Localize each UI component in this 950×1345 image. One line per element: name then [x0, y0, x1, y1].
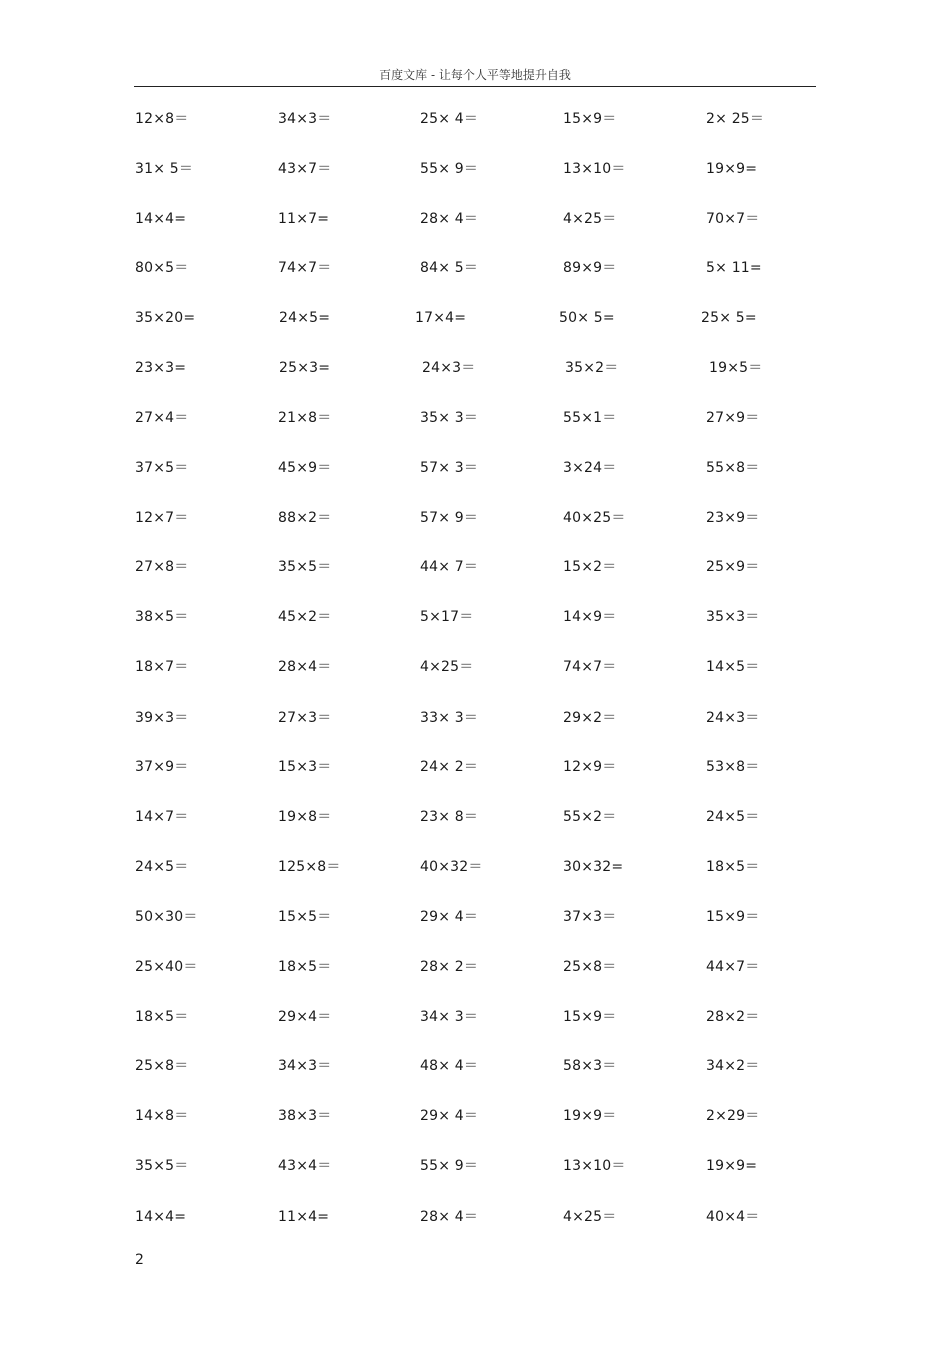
problem-r10-c4: 15×2＝ [563, 559, 617, 575]
problem-r17-c5: 15×9＝ [706, 909, 760, 925]
problem-r19-c5: 28×2＝ [706, 1009, 760, 1025]
problem-r6-c4: 35×2＝ [565, 360, 619, 376]
problem-r19-c4: 15×9＝ [563, 1009, 617, 1025]
problem-r1-c5: 2× 25＝ [706, 111, 765, 127]
problem-r12-c4: 74×7＝ [563, 659, 617, 675]
problem-r15-c4: 55×2＝ [563, 809, 617, 825]
problem-r13-c3: 33× 3＝ [420, 710, 479, 726]
problem-r2-c3: 55× 9＝ [420, 161, 479, 177]
problem-r8-c2: 45×9＝ [278, 460, 332, 476]
problem-r6-c5: 19×5＝ [709, 360, 763, 376]
problem-r17-c1: 50×30＝ [135, 909, 198, 925]
problem-r20-c4: 58×3＝ [563, 1058, 617, 1074]
problem-r14-c5: 53×8＝ [706, 759, 760, 775]
problem-r1-c2: 34×3＝ [278, 111, 332, 127]
problem-r18-c2: 18×5＝ [278, 959, 332, 975]
problem-r22-c2: 43×4＝ [278, 1158, 332, 1174]
problem-r7-c4: 55×1＝ [563, 410, 617, 426]
problem-r20-c2: 34×3＝ [278, 1058, 332, 1074]
problem-r1-c3: 25× 4＝ [420, 111, 479, 127]
problem-r8-c3: 57× 3＝ [420, 460, 479, 476]
problem-r22-c3: 55× 9＝ [420, 1158, 479, 1174]
problem-r7-c3: 35× 3＝ [420, 410, 479, 426]
problem-r14-c3: 24× 2＝ [420, 759, 479, 775]
problem-r5-c4: 50× 5= [559, 310, 615, 326]
problem-r11-c3: 5×17＝ [420, 609, 474, 625]
problem-r12-c3: 4×25＝ [420, 659, 474, 675]
problem-r23-c4: 4×25＝ [563, 1209, 617, 1225]
problem-r5-c3: 17×4= [415, 310, 467, 326]
problem-r6-c1: 23×3= [135, 360, 187, 376]
problem-r9-c1: 12×7＝ [135, 510, 189, 526]
problem-r1-c4: 15×9＝ [563, 111, 617, 127]
problem-r16-c1: 24×5＝ [135, 859, 189, 875]
problem-r2-c1: 31× 5＝ [135, 161, 194, 177]
problem-r22-c5: 19×9= [706, 1158, 758, 1174]
problem-r16-c3: 40×32＝ [420, 859, 483, 875]
problem-r21-c4: 19×9＝ [563, 1108, 617, 1124]
problem-r21-c1: 14×8＝ [135, 1108, 189, 1124]
problem-r20-c5: 34×2＝ [706, 1058, 760, 1074]
problem-r22-c1: 35×5＝ [135, 1158, 189, 1174]
problem-r2-c2: 43×7＝ [278, 161, 332, 177]
problem-r7-c5: 27×9＝ [706, 410, 760, 426]
problem-r5-c5: 25× 5= [701, 310, 757, 326]
problem-r18-c1: 25×40＝ [135, 959, 198, 975]
problem-r8-c5: 55×8＝ [706, 460, 760, 476]
problem-r12-c2: 28×4＝ [278, 659, 332, 675]
problem-r21-c2: 38×3＝ [278, 1108, 332, 1124]
problem-r17-c2: 15×5＝ [278, 909, 332, 925]
problem-r13-c4: 29×2＝ [563, 710, 617, 726]
problem-r10-c2: 35×5＝ [278, 559, 332, 575]
problem-r4-c2: 74×7＝ [278, 260, 332, 276]
problem-r13-c1: 39×3＝ [135, 710, 189, 726]
problem-r5-c1: 35×20= [135, 310, 196, 326]
problem-r8-c1: 37×5＝ [135, 460, 189, 476]
problem-r18-c3: 28× 2＝ [420, 959, 479, 975]
problem-r6-c3: 24×3＝ [422, 360, 476, 376]
problem-r8-c4: 3×24＝ [563, 460, 617, 476]
problem-r9-c2: 88×2＝ [278, 510, 332, 526]
problem-r4-c5: 5× 11= [706, 260, 762, 276]
problem-r3-c4: 4×25＝ [563, 211, 617, 227]
problem-r20-c1: 25×8＝ [135, 1058, 189, 1074]
problem-r5-c2: 24×5= [279, 310, 331, 326]
problem-r23-c3: 28× 4＝ [420, 1209, 479, 1225]
problem-r22-c4: 13×10＝ [563, 1158, 626, 1174]
problem-r11-c5: 35×3＝ [706, 609, 760, 625]
problem-r12-c5: 14×5＝ [706, 659, 760, 675]
problem-r15-c1: 14×7＝ [135, 809, 189, 825]
problem-r17-c4: 37×3＝ [563, 909, 617, 925]
page-header: 百度文库 - 让每个人平等地提升自我 [134, 66, 816, 87]
problem-r19-c1: 18×5＝ [135, 1009, 189, 1025]
problem-r19-c3: 34× 3＝ [420, 1009, 479, 1025]
problem-r18-c4: 25×8＝ [563, 959, 617, 975]
problem-r14-c1: 37×9＝ [135, 759, 189, 775]
problem-r6-c2: 25×3= [279, 360, 331, 376]
problem-r3-c5: 70×7＝ [706, 211, 760, 227]
problem-r23-c1: 14×4= [135, 1209, 187, 1225]
problem-r23-c5: 40×4＝ [706, 1209, 760, 1225]
problem-r23-c2: 11×4= [278, 1209, 330, 1225]
problem-r2-c4: 13×10＝ [563, 161, 626, 177]
problem-r11-c1: 38×5＝ [135, 609, 189, 625]
problem-r21-c5: 2×29＝ [706, 1108, 760, 1124]
problem-r10-c3: 44× 7＝ [420, 559, 479, 575]
problem-r11-c4: 14×9＝ [563, 609, 617, 625]
problem-r11-c2: 45×2＝ [278, 609, 332, 625]
problem-r10-c5: 25×9＝ [706, 559, 760, 575]
problem-r4-c4: 89×9＝ [563, 260, 617, 276]
problem-r14-c4: 12×9＝ [563, 759, 617, 775]
problem-r20-c3: 48× 4＝ [420, 1058, 479, 1074]
problem-r4-c1: 80×5＝ [135, 260, 189, 276]
problem-r16-c2: 125×8＝ [278, 859, 341, 875]
problem-r9-c3: 57× 9＝ [420, 510, 479, 526]
problem-r12-c1: 18×7＝ [135, 659, 189, 675]
problem-r15-c5: 24×5＝ [706, 809, 760, 825]
problem-r15-c2: 19×8＝ [278, 809, 332, 825]
problem-r21-c3: 29× 4＝ [420, 1108, 479, 1124]
problem-r19-c2: 29×4＝ [278, 1009, 332, 1025]
problem-r13-c5: 24×3＝ [706, 710, 760, 726]
problem-r16-c4: 30×32= [563, 859, 624, 875]
problem-r4-c3: 84× 5＝ [420, 260, 479, 276]
problem-r2-c5: 19×9= [706, 161, 758, 177]
problem-r1-c1: 12×8＝ [135, 111, 189, 127]
problem-r13-c2: 27×3＝ [278, 710, 332, 726]
problem-r16-c5: 18×5＝ [706, 859, 760, 875]
problem-r7-c2: 21×8＝ [278, 410, 332, 426]
problem-r10-c1: 27×8＝ [135, 559, 189, 575]
problem-r9-c5: 23×9＝ [706, 510, 760, 526]
problem-r14-c2: 15×3＝ [278, 759, 332, 775]
problem-r9-c4: 40×25＝ [563, 510, 626, 526]
problem-r3-c2: 11×7= [278, 211, 330, 227]
problem-r17-c3: 29× 4＝ [420, 909, 479, 925]
page-number: 2 [135, 1252, 144, 1268]
problem-r7-c1: 27×4＝ [135, 410, 189, 426]
problem-r3-c3: 28× 4＝ [420, 211, 479, 227]
problem-r18-c5: 44×7＝ [706, 959, 760, 975]
problem-r3-c1: 14×4= [135, 211, 187, 227]
problem-r15-c3: 23× 8＝ [420, 809, 479, 825]
